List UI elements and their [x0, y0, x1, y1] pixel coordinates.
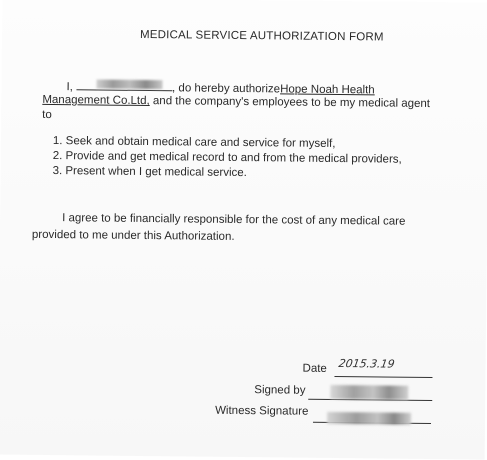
redacted-witness-signature [327, 412, 411, 425]
agency-name-part2: Management Co.Ltd, [42, 93, 150, 108]
intro-mid: , do hereby authorize [172, 82, 281, 96]
redacted-signature [330, 385, 408, 400]
intro-line-1 [66, 78, 374, 96]
form-title: MEDICAL SERVICE AUTHORIZATION FORM [139, 28, 384, 44]
authorization-list [53, 134, 402, 183]
date-label: Date [302, 362, 327, 375]
list-item: 2. Provide and get medical record to and from the medical providers, [52, 150, 402, 166]
intro-rest: and the company's employees to be my medical agent [149, 95, 431, 110]
agreement-line-1: I agree to be financially responsible for the cost of any medical care [62, 212, 406, 228]
intro-line-3: to [42, 108, 52, 122]
name-blank [76, 78, 172, 91]
witness-signature-label: Witness Signature [215, 404, 309, 418]
redacted-name [96, 79, 162, 89]
date-value: 2015.3.19 [337, 357, 396, 371]
signed-by-label: Signed by [254, 384, 306, 397]
witness-signature-line [313, 410, 431, 424]
list-item: 3. Present when I get medical service. [52, 165, 247, 180]
list-item: 1. Seek and obtain medical care and service for myself, [52, 135, 336, 150]
agreement-line-2: provided to me under this Authorization. [31, 228, 235, 243]
intro-prefix: I, [66, 81, 73, 94]
signed-by-line [308, 387, 432, 401]
agency-name-part1: Hope Noah Health [280, 83, 375, 97]
